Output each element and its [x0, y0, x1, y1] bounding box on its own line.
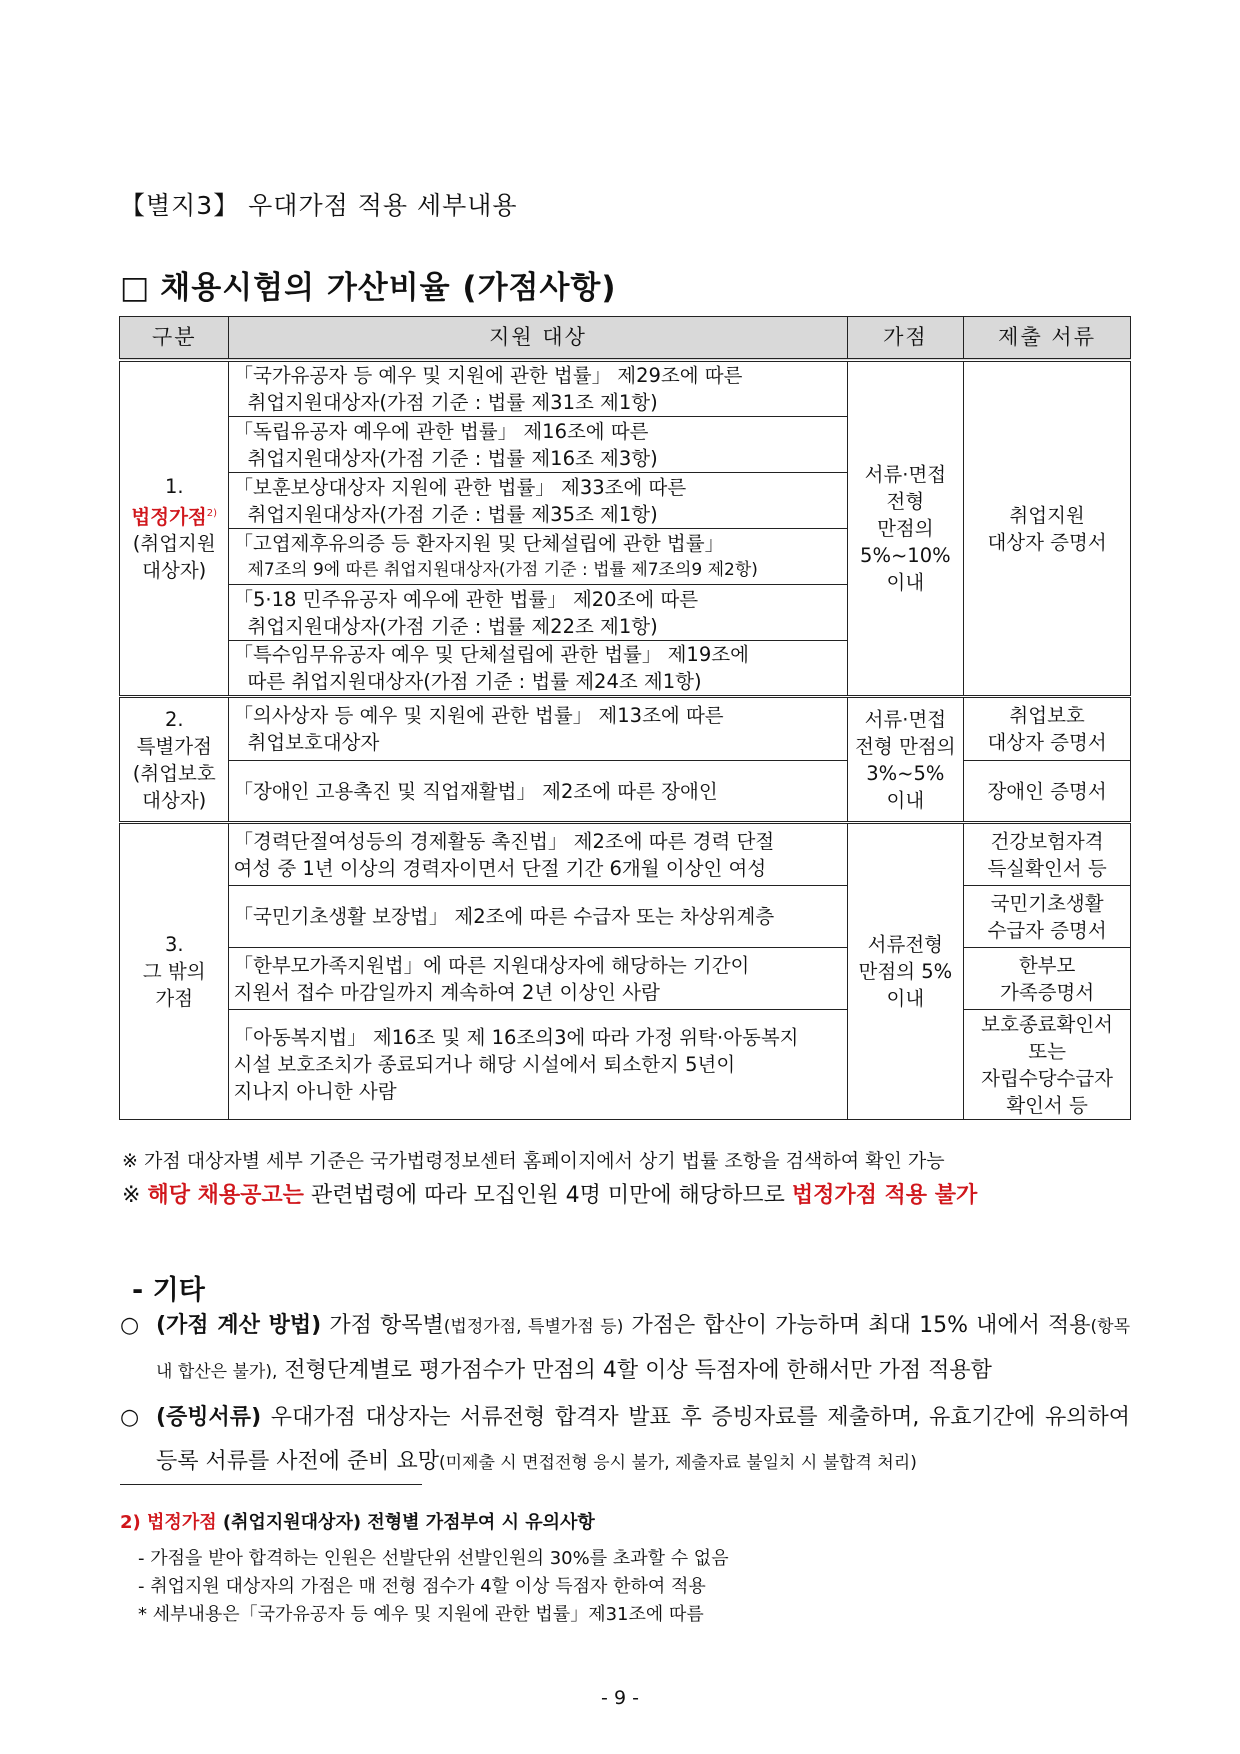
note-not-applicable: ※ 해당 채용공고는 관련법령에 따라 모집인원 4명 미만에 해당하므로 법정가점 적용 불가 [122, 1183, 978, 1208]
footnote-line: - 취업지원 대상자의 가점은 매 전형 점수가 4할 이상 득점자 한하여 적용 [138, 1576, 706, 1597]
docs-cell: 보호종료확인서 또는 자립수당수급자 확인서 등 [964, 1010, 1131, 1120]
group1-category: 1. 법정가점$^{2)}$ (취업지원 대상자) [120, 360, 229, 697]
header-points: 가점 [847, 317, 964, 361]
docs-cell: 취업보호 대상자 증명서 [964, 697, 1131, 761]
checkbox-square-icon: □ [120, 270, 151, 306]
legal-bonus-label: 법정가점 [131, 505, 207, 529]
group3-points: 서류전형 만점의 5% 이내 [847, 823, 964, 1120]
target-cell: 「고엽제후유의증 등 환자지원 및 단체설립에 관한 법률」 제7조의 9에 따른 취업지원대상자(가점 기준 : 법률 제7조의9 제2항) [229, 529, 847, 585]
section-title-text: 채용시험의 가산비율 (가점사항) [160, 270, 617, 306]
target-cell: 「장애인 고용촉진 및 직업재활법」 제2조에 따른 장애인 [229, 761, 847, 823]
docs-cell: 한부모 가족증명서 [964, 948, 1131, 1010]
footnote-ref: 2) [206, 507, 218, 519]
docs-cell: 국민기초생활 수급자 증명서 [964, 886, 1131, 948]
bonus-points-table [119, 316, 1131, 1120]
target-cell: 「독립유공자 예우에 관한 법률」 제16조에 따른 취업지원대상자(가점 기준 : 법률 제16조 제3항) [229, 417, 847, 473]
header-docs: 제출 서류 [964, 317, 1131, 361]
header-category: 구분 [120, 317, 229, 361]
group3-category: 3. 그 밖의 가점 [120, 823, 229, 1120]
table-row [120, 360, 1131, 417]
target-cell: 「한부모가족지원법」에 따른 지원대상자에 해당하는 기간이 지원서 접수 마감일까지 계속하여 2년 이상인 사람 [229, 948, 847, 1010]
table-row [120, 697, 1131, 761]
target-cell: 「보훈보상대상자 지원에 관한 법률」 제33조에 따른 취업지원대상자(가점 기준 : 법률 제35조 제1항) [229, 473, 847, 529]
target-cell: 「특수임무유공자 예우 및 단체설립에 관한 법률」 제19조에 따른 취업지원대상자(가점 기준 : 법률 제24조 제1항) [229, 641, 847, 697]
group1-points: 서류·면접 전형 만점의 5%~10% 이내 [847, 360, 964, 697]
target-cell: 「5·18 민주유공자 예우에 관한 법률」 제20조에 따른 취업지원대상자(가점 기준 : 법률 제22조 제1항) [229, 585, 847, 641]
target-cell: 「경력단절여성등의 경제활동 촉진법」 제2조에 따른 경력 단절 여성 중 1년 이상의 경력자이면서 단절 기간 6개월 이상인 여성 [229, 823, 847, 886]
group2-points: 서류·면접 전형 만점의 3%~5% 이내 [847, 697, 964, 823]
group1-docs: 취업지원 대상자 증명서 [964, 360, 1131, 697]
etc-heading: - 기타 [132, 1275, 205, 1306]
bullet-calc-method: ○ (가점 계산 방법) 가점 항목별(법정가점, 특별가점 등) 가점은 합산이 가능하며 최대 15% 내에서 적용(항목내 합산은 불가), 전형단계별로 평가점수가 만점의 4할 이상 득점자에 한해서만 가점 적용함 [120, 1304, 1130, 1394]
target-cell: 「의사상자 등 예우 및 지원에 관한 법률」 제13조에 따른 취업보호대상자 [229, 697, 847, 761]
footnote-line: * 세부내용은「국가유공자 등 예우 및 지원에 관한 법률」제31조에 따름 [138, 1604, 704, 1625]
docs-cell: 건강보험자격 득실확인서 등 [964, 823, 1131, 886]
note-search-info: ※ 가점 대상자별 세부 기준은 국가법령정보센터 홈페이지에서 상기 법률 조항을 검색하여 확인 가능 [122, 1150, 945, 1172]
group2-category: 2. 특별가점 (취업보호 대상자) [120, 697, 229, 823]
table-header-row [120, 317, 1131, 361]
footnote-title: 2) 법정가점 (취업지원대상자) 전형별 가점부여 시 유의사항 [120, 1512, 595, 1533]
target-cell: 「국가유공자 등 예우 및 지원에 관한 법률」 제29조에 따른 취업지원대상자(가점 기준 : 법률 제31조 제1항) [229, 360, 847, 417]
bullet-proof-docs: ○ (증빙서류) 우대가점 대상자는 서류전형 합격자 발표 후 증빙자료를 제출하며, 유효기간에 유의하여 등록 서류를 사전에 준비 요망(미제출 시 면접전형 응시 불가, 제출자료 불일치 시 불합격 처리) [120, 1396, 1130, 1485]
header-target: 지원 대상 [229, 317, 847, 361]
footnote-divider [120, 1484, 422, 1485]
table-row [120, 761, 1131, 823]
target-cell: 「아동복지법」 제16조 및 제 16조의3에 따라 가정 위탁·아동복지 시설 보호조치가 종료되거나 해당 시설에서 퇴소한지 5년이 지나지 아니한 사람 [229, 1010, 847, 1120]
circle-bullet-icon: ○ [120, 1405, 140, 1430]
circle-bullet-icon: ○ [120, 1313, 140, 1338]
annex-title: 【별지3】 우대가점 적용 세부내용 [120, 191, 518, 220]
table-row [120, 948, 1131, 1010]
table-row [120, 823, 1131, 886]
table-row [120, 886, 1131, 948]
footnote-line: - 가점을 받아 합격하는 인원은 선발단위 선발인원의 30%를 초과할 수 없음 [138, 1548, 729, 1569]
table-row [120, 1010, 1131, 1120]
target-cell: 「국민기초생활 보장법」 제2조에 따른 수급자 또는 차상위계층 [229, 886, 847, 948]
docs-cell: 장애인 증명서 [964, 761, 1131, 823]
section-title [120, 262, 617, 307]
page-number: - 9 - [601, 1687, 639, 1709]
